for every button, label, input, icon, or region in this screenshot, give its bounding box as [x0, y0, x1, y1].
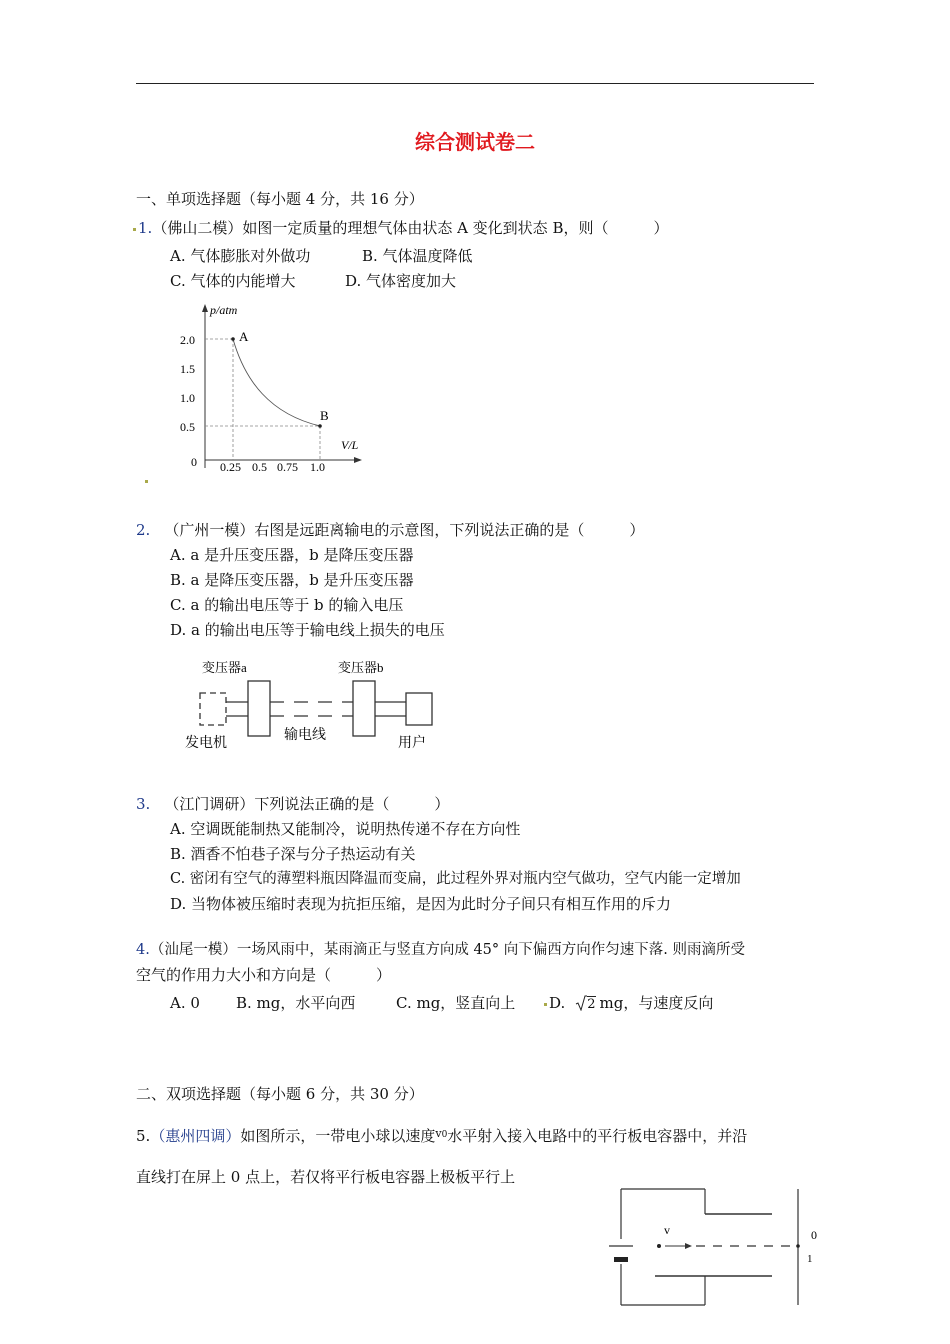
transformer-b: [353, 681, 375, 736]
x-tick-label: 0.5: [252, 460, 267, 474]
x-tick-label: 0.25: [220, 460, 241, 474]
charged-ball: [657, 1244, 661, 1248]
question-text: （江门调研）下列说法正确的是（ ）: [164, 795, 450, 813]
transmission-diagram: [180, 652, 450, 752]
margin-mark: [133, 228, 136, 231]
question-4-stem-line1: [136, 940, 745, 960]
generator-label: 发电机: [185, 736, 227, 751]
velocity-arrowhead: [685, 1243, 692, 1249]
question-text: （佛山二模）如图一定质量的理想气体由状态 A 变化到状态 B，则（ ）: [152, 219, 669, 237]
option-d-text: mg，与速度反向: [599, 994, 714, 1012]
v0-symbol: [435, 1127, 447, 1140]
option-b: B. 酒香不怕巷子深与分子热运动有关: [170, 845, 416, 863]
margin-mark: [544, 1003, 547, 1006]
user-label: 用户: [398, 736, 426, 751]
question-5-stem-line1: [136, 1124, 747, 1146]
question-1-stem: [133, 218, 668, 238]
y-axis-arrow: [202, 304, 208, 312]
option-a: A. 0: [170, 994, 200, 1012]
y-axis-label: p/atm: [210, 303, 238, 317]
question-number: 5.: [136, 1127, 151, 1145]
battery-short-plate: [614, 1257, 628, 1262]
sqrt-radicand: 2: [587, 997, 596, 1012]
y-tick-label: 1.5: [180, 362, 195, 376]
velocity-label: v: [664, 1223, 670, 1237]
question-text: 水平射入接入电路中的平行板电容器中，并沿: [447, 1127, 748, 1145]
question-3-stem: [136, 794, 449, 814]
question-5-stem-line2: 直线打在屏上 0 点上，若仅将平行板电容器上极板平行上: [136, 1168, 516, 1186]
option-a: A. a 是升压变压器，b 是降压变压器: [170, 546, 414, 564]
option-a: A. 空调既能制热又能制冷，说明热传递不存在方向性: [170, 820, 521, 838]
sqrt-symbol: [575, 994, 587, 1012]
question-source: （惠州四调）: [150, 1127, 241, 1145]
point-b: [318, 424, 322, 428]
option-c: C. 密闭有空气的薄塑料瓶因降温而变扁，此过程外界对瓶内空气做功，空气内能一定增加: [170, 871, 741, 887]
option-d: [544, 993, 713, 1015]
transmission-line-label: 输电线: [284, 728, 326, 743]
option-d-letter: D.: [549, 994, 566, 1012]
question-number: 2.: [136, 521, 151, 539]
question-number: 3.: [136, 795, 151, 813]
question-2-stem: [136, 520, 644, 540]
transformer-b-label: 变压器b: [338, 660, 384, 675]
section2-heading: 二、双项选择题（每小题 6 分，共 30 分）: [136, 1085, 424, 1103]
option-c: C. a 的输出电压等于 b 的输入电压: [170, 596, 404, 614]
point-a-label: A: [239, 329, 249, 344]
x-tick-label: 0.75: [277, 460, 298, 474]
transformer-a-label: 变压器a: [202, 660, 247, 675]
option-d: D. 气体密度加大: [345, 272, 457, 290]
option-b: B. 气体温度降低: [362, 247, 473, 265]
isotherm-curve: [233, 339, 320, 426]
x-axis-label: V/L: [341, 438, 359, 452]
point-o: [796, 1244, 800, 1248]
option-d: D. a 的输出电压等于输电线上损失的电压: [170, 621, 445, 639]
question-number: 1.: [138, 219, 153, 237]
point-b-label: B: [320, 408, 329, 423]
user-box: [406, 693, 432, 725]
generator-box: [200, 693, 226, 725]
question-text: 如图所示，一带电小球以速度: [240, 1127, 436, 1145]
origin-label: 0: [191, 455, 197, 469]
transformer-a: [248, 681, 270, 736]
option-b: B. a 是降压变压器，b 是升压变压器: [170, 571, 414, 589]
option-b: B. mg，水平向西: [236, 994, 356, 1012]
page-title: 综合测试卷二: [415, 130, 535, 154]
x-axis-arrow: [354, 457, 362, 463]
margin-mark: [145, 480, 148, 483]
point-1-label: 1: [807, 1253, 813, 1265]
option-d: D. 当物体被压缩时表现为抗拒压缩，是因为此时分子间只有相互作用的斥力: [170, 895, 672, 913]
section1-heading: 一、单项选择题（每小题 4 分，共 16 分）: [136, 190, 424, 208]
header-rule: [136, 83, 814, 84]
pv-graph: [170, 296, 380, 478]
question-text: （汕尾一模）一场风雨中，某雨滴正与竖直方向成 45° 向下偏西方向作匀速下落. 则雨滴所受: [149, 942, 745, 958]
option-c: C. 气体的内能增大: [170, 272, 296, 290]
x-tick-label: 1.0: [310, 460, 325, 474]
option-c: C. mg，竖直向上: [396, 994, 516, 1012]
point-a: [231, 337, 235, 341]
point-o-label: 0: [811, 1228, 817, 1242]
v0-subscript: 0: [441, 1130, 448, 1140]
y-tick-label: 0.5: [180, 420, 195, 434]
y-tick-label: 2.0: [180, 333, 195, 347]
question-4-stem-line2: 空气的作用力大小和方向是（ ）: [136, 966, 392, 984]
v0-letter: v: [435, 1127, 442, 1140]
y-tick-label: 1.0: [180, 391, 195, 405]
capacitor-circuit: [600, 1184, 835, 1309]
question-text: （广州一模）右图是远距离输电的示意图，下列说法正确的是（ ）: [164, 521, 645, 539]
option-a: A. 气体膨胀对外做功: [170, 247, 311, 265]
question-number: 4.: [136, 942, 150, 958]
